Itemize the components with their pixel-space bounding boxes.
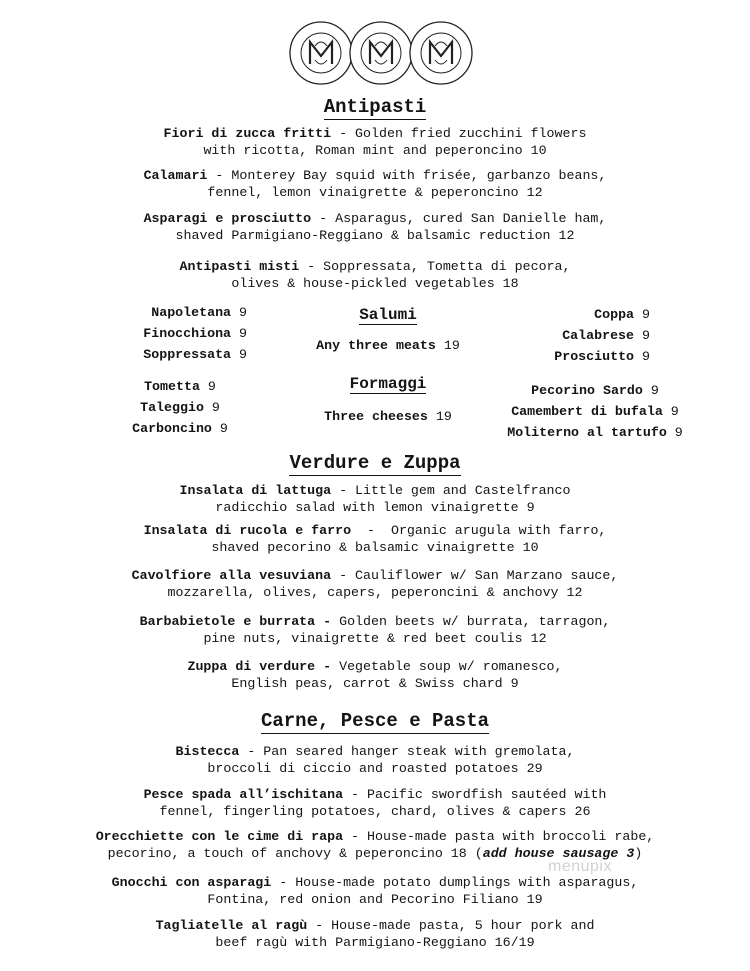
menu-item: Orecchiette con le cime di rapa - House-made pasta with broccoli rabe, pecorino, a touch of anchovy & peperoncino 18 (add house sausage 3) (95, 829, 655, 861)
menu-item: Barbabietole e burrata - Golden beets w/ burrata, tarragon, pine nuts, vinaigrette & red beet coulis 12 (139, 614, 611, 646)
logo-seal-2 (348, 20, 414, 86)
salumi-right-list (510, 304, 650, 367)
salumi-left-list (110, 302, 247, 365)
list-item: Moliterno al tartufo 9 (507, 425, 683, 440)
list-item: Carboncino 9 (132, 421, 228, 436)
menu-item: Fiori di zucca fritti - Golden fried zucchini flowers with ricotta, Roman mint and peperoncino 10 (163, 126, 587, 158)
enoteca-molinari-logo (288, 20, 474, 104)
menu-item: Asparagi e prosciutto - Asparagus, cured San Danielle ham, shaved Parmigiano-Reggiano & balsamic reduction 12 (143, 211, 607, 243)
list-item: Camembert di bufala 9 (511, 404, 679, 419)
menu-item: Tagliatelle al ragù - House-made pasta, 5 hour pork and beef ragù with Parmigiano-Reggiano 16/19 (155, 918, 595, 950)
list-item: Tometta 9 (144, 379, 216, 394)
logo-seal-1 (288, 20, 354, 86)
list-item: Soppressata 9 (143, 347, 247, 362)
menu-item: Cavolfiore alla vesuviana - Cauliflower w/ San Marzano sauce, mozzarella, olives, capers, peperoncini & anchovy 12 (131, 568, 619, 600)
list-item: Prosciutto 9 (554, 349, 650, 364)
list-item: Pecorino Sardo 9 (531, 383, 659, 398)
salumi-deal: Any three meats 19 (316, 338, 460, 353)
antipasti-title: Antipasti (323, 96, 427, 118)
list-item: Finocchiona 9 (143, 326, 247, 341)
menu-item: Insalata di lattuga - Little gem and Castelfranco radicchio salad with lemon vinaigrette 9 (179, 483, 571, 515)
formaggi-right-list (495, 380, 695, 443)
menu-item: Bistecca - Pan seared hanger steak with gremolata, broccoli di ciccio and roasted potatoes 29 (175, 744, 575, 776)
salumi-title: Salumi (359, 306, 417, 324)
formaggi-deal: Three cheeses 19 (324, 409, 452, 424)
menupix-watermark: menupix (548, 858, 612, 875)
list-item: Napoletana 9 (151, 305, 247, 320)
carne-title: Carne, Pesce e Pasta (260, 710, 490, 732)
menu-item: Gnocchi con asparagi - House-made potato dumplings with asparagus, Fontina, red onion and Pecorino Filiano 19 (111, 875, 639, 907)
verdure-title: Verdure e Zuppa (289, 452, 461, 474)
menu-item: Pesce spada all’ischitana - Pacific swordfish sautéed with fennel, fingerling potatoes, chard, olives & capers 26 (143, 787, 607, 819)
menu-item: Insalata di rucola e farro - Organic arugula with farro, shaved pecorino & balsamic vinaigrette 10 (143, 523, 607, 555)
formaggi-left-list (120, 376, 240, 439)
logo-seal-3 (408, 20, 474, 86)
menu-item: Antipasti misti - Soppressata, Tometta di pecora, olives & house-pickled vegetables 18 (179, 259, 571, 291)
list-item: Taleggio 9 (140, 400, 220, 415)
menu-item: Zuppa di verdure - Vegetable soup w/ romanesco, English peas, carrot & Swiss chard 9 (187, 659, 563, 691)
formaggi-title: Formaggi (349, 375, 427, 393)
list-item: Coppa 9 (594, 307, 650, 322)
menu-item: Calamari - Monterey Bay squid with frisée, garbanzo beans, fennel, lemon vinaigrette & peperoncino 12 (143, 168, 607, 200)
list-item: Calabrese 9 (562, 328, 650, 343)
